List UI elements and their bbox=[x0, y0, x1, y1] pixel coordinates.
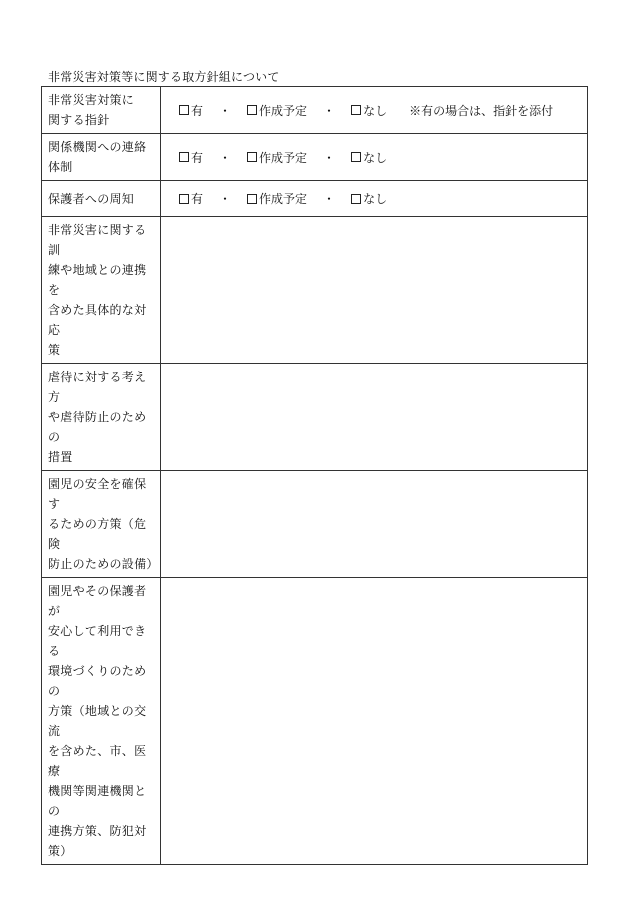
separator-dot: ・ bbox=[219, 103, 232, 118]
document-title: 非常災害対策等に関する取方針組について bbox=[48, 70, 280, 84]
option-none[interactable]: なし bbox=[351, 149, 387, 166]
checkbox[interactable] bbox=[247, 105, 257, 115]
option-none[interactable]: なし bbox=[351, 190, 387, 207]
table-row-disaster-policy bbox=[42, 87, 588, 134]
label-line: 非常災害に関する訓 bbox=[48, 223, 147, 257]
table-row-disaster-training bbox=[42, 217, 588, 364]
label-line: るための方策（危険 bbox=[48, 517, 147, 551]
table-row-contact-system bbox=[42, 134, 588, 181]
checkbox[interactable] bbox=[179, 105, 189, 115]
separator-dot: ・ bbox=[219, 192, 232, 206]
attachment-note: ※有の場合は、指針を添付 bbox=[409, 103, 554, 118]
table-row-abuse-prevention bbox=[42, 364, 588, 471]
row-label bbox=[42, 87, 161, 134]
answer-cell[interactable] bbox=[161, 217, 588, 364]
checkbox[interactable] bbox=[179, 194, 189, 204]
label-line: 策 bbox=[48, 343, 61, 357]
options-cell bbox=[161, 181, 588, 217]
option-yes[interactable]: 有 bbox=[179, 149, 203, 166]
row-label bbox=[42, 364, 161, 471]
answer-cell[interactable] bbox=[161, 578, 588, 865]
option-planned[interactable]: 作成予定 bbox=[247, 190, 307, 207]
row-label bbox=[42, 217, 161, 364]
label-line: 連携方策、防犯対策） bbox=[48, 824, 147, 858]
checkbox[interactable] bbox=[351, 152, 361, 162]
label-line: 防止のための設備） bbox=[48, 557, 159, 571]
label-line: 練や地域との連携を bbox=[48, 263, 147, 297]
label-line: 園児の安全を確保す bbox=[48, 477, 147, 511]
checkbox[interactable] bbox=[351, 105, 361, 115]
label-line: 含めた具体的な対応 bbox=[48, 303, 147, 337]
row-label bbox=[42, 181, 161, 217]
label-line: 園児やその保護者が bbox=[48, 584, 147, 618]
checkbox[interactable] bbox=[247, 194, 257, 204]
label-line: 関係機関への連絡 bbox=[48, 140, 147, 154]
label-line: 措置 bbox=[48, 450, 73, 464]
option-planned[interactable]: 作成予定 bbox=[247, 102, 307, 119]
row-label bbox=[42, 471, 161, 578]
separator-dot: ・ bbox=[219, 150, 232, 165]
separator-dot: ・ bbox=[323, 150, 336, 165]
options-cell bbox=[161, 134, 588, 181]
table-row-child-safety bbox=[42, 471, 588, 578]
label-line: を含めた、市、医療 bbox=[48, 744, 147, 778]
table-row-safe-environment bbox=[42, 578, 588, 865]
row-label bbox=[42, 134, 161, 181]
answer-cell[interactable] bbox=[161, 471, 588, 578]
option-yes[interactable]: 有 bbox=[179, 102, 203, 119]
separator-dot: ・ bbox=[323, 192, 336, 206]
label-line: 非常災害対策に bbox=[48, 93, 135, 107]
checkbox[interactable] bbox=[179, 152, 189, 162]
label-line: 保護者への周知 bbox=[48, 191, 135, 206]
checkbox[interactable] bbox=[351, 194, 361, 204]
label-line: 環境づくりのための bbox=[48, 664, 147, 698]
options-cell bbox=[161, 87, 588, 134]
option-yes[interactable]: 有 bbox=[179, 190, 203, 207]
label-line: 安心して利用できる bbox=[48, 624, 147, 658]
option-none[interactable]: なし bbox=[351, 102, 387, 119]
option-planned[interactable]: 作成予定 bbox=[247, 149, 307, 166]
separator-dot: ・ bbox=[323, 103, 336, 118]
table-row-guardian-notice bbox=[42, 181, 588, 217]
label-line: 体制 bbox=[48, 160, 73, 174]
label-line: や虐待防止のための bbox=[48, 410, 147, 444]
answer-cell[interactable] bbox=[161, 364, 588, 471]
label-line: 虐待に対する考え方 bbox=[48, 370, 147, 404]
label-line: 機関等関連機関との bbox=[48, 784, 147, 818]
policy-table bbox=[41, 86, 588, 865]
label-line: 関する指針 bbox=[48, 113, 110, 127]
row-label bbox=[42, 578, 161, 865]
label-line: 方策（地域との交流 bbox=[48, 704, 147, 738]
checkbox[interactable] bbox=[247, 152, 257, 162]
